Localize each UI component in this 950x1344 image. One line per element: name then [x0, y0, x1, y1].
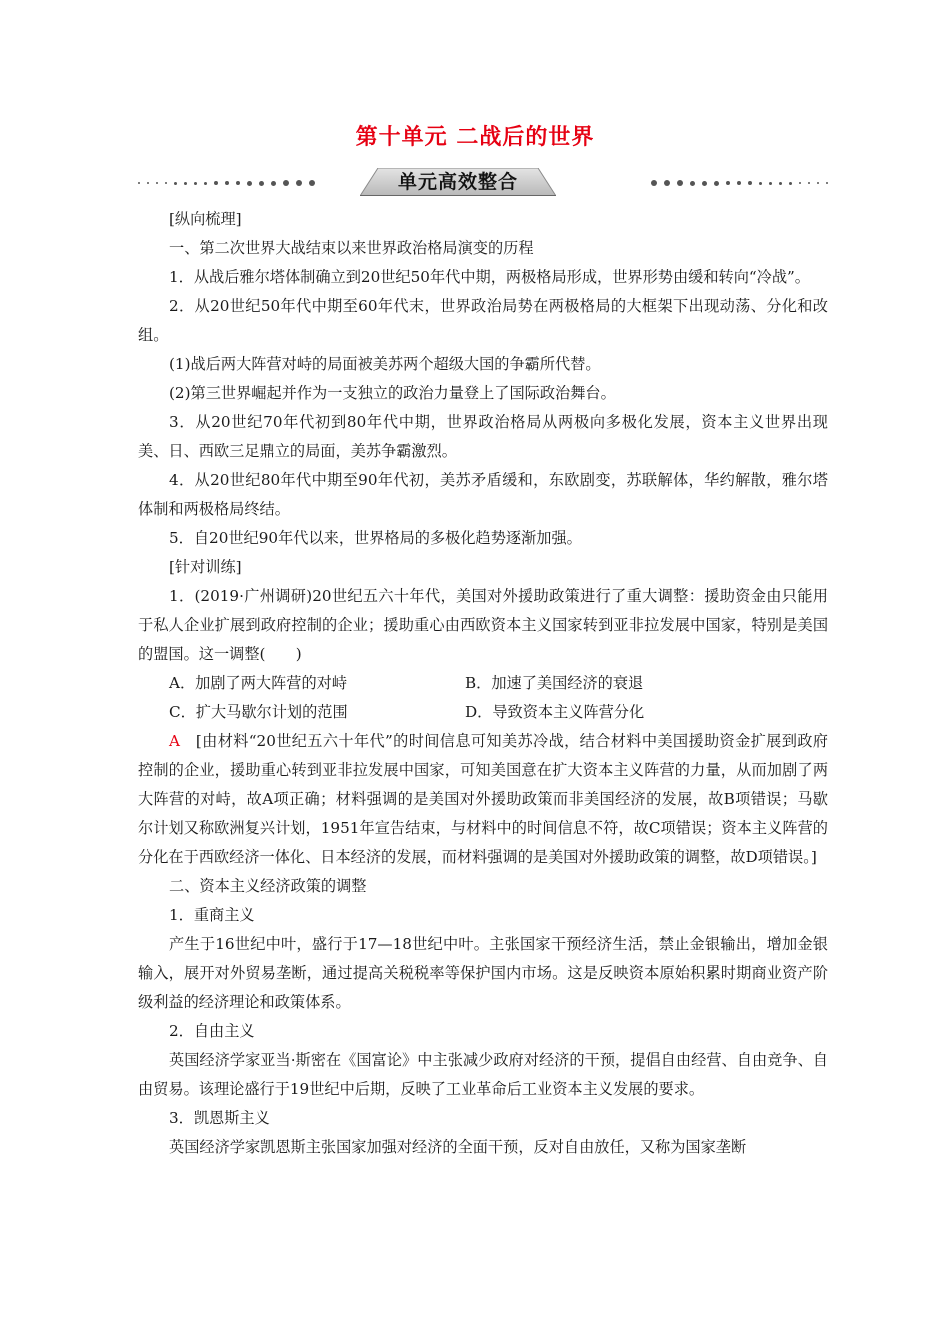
banner-dots-right	[651, 180, 828, 186]
sub-3-title: 3．凯恩斯主义	[169, 1109, 270, 1127]
banner-dot	[296, 180, 302, 186]
banner-dot	[799, 182, 801, 184]
heading-political-pattern: 一、第二次世界大战结束以来世界政治格局演变的历程	[169, 239, 534, 257]
banner-dot	[702, 181, 707, 186]
banner-dot	[779, 182, 782, 185]
unit-title: 第十单元 二战后的世界	[355, 125, 595, 150]
banner-dot	[737, 181, 741, 185]
content-body	[138, 205, 828, 1162]
banner-dot	[748, 181, 752, 185]
banner-dot	[714, 181, 719, 186]
item-2-sub-2: (2)第三世界崛起并作为一支独立的政治力量登上了国际政治舞台。	[169, 384, 616, 402]
banner-dot	[156, 182, 158, 184]
item-4: 4．从20世纪80年代中期至90年代初，美苏矛盾缓和，东欧剧变，苏联解体，华约解散，雅尔塔体制和两极格局终结。	[138, 471, 828, 518]
banner-dot	[194, 182, 197, 185]
banner-dot	[225, 181, 229, 185]
banner-label-plate	[360, 168, 556, 196]
option-d: D．导致资本主义阵营分化	[465, 703, 645, 721]
banner-dot	[271, 181, 276, 186]
banner-dot	[165, 182, 167, 184]
banner-dot	[789, 182, 792, 185]
heading-economic-policy: 二、资本主义经济政策的调整	[169, 877, 367, 895]
answer-block	[138, 727, 828, 872]
banner-dot	[808, 182, 810, 184]
sub-2-title: 2．自由主义	[169, 1022, 255, 1040]
banner-dot	[677, 180, 683, 186]
sub-1-title: 1．重商主义	[169, 906, 255, 924]
answer-explanation: [由材料“20世纪五六十年代”的时间信息可知美苏冷战，结合材料中美国援助资金扩展到政府控制的企业，援助重心转到亚非拉发展中国家，可知美国意在扩大资本主义阵营的力量，从而加剧了两大阵营的对峙，故A项正确；材料强调的是美国对外援助政策而非美国经济的发展，故B项错误；马歇尔计划又称欧洲复兴计划，1951年宣告结束，与材料中的时间信息不符，故C项错误；资本主义阵营的分化在于西欧经济一体化、日本经济的发展，而材料强调的是美国对外援助政策的调整，故D项错误。]	[138, 732, 828, 866]
banner-dot	[174, 182, 177, 185]
banner-dot	[664, 180, 670, 186]
sub-3-body: 英国经济学家凯恩斯主张国家加强对经济的全面干预，反对自由放任，又称为国家垄断	[169, 1138, 747, 1156]
option-c: C．扩大马歇尔计划的范围	[169, 703, 348, 721]
banner-dot	[147, 182, 149, 184]
section-tag-practice: [针对训练]	[169, 558, 242, 576]
item-2: 2．从20世纪50年代中期至60年代末，世界政治局势在两极格局的大框架下出现动荡、分化和改组。	[138, 297, 828, 344]
banner-dot	[247, 181, 252, 186]
item-1: 1．从战后雅尔塔体制确立到20世纪50年代中期，两极格局形成，世界形势由缓和转向“冷战”。	[169, 268, 810, 286]
banner-dot	[759, 182, 762, 185]
section-tag-vertical-review: [纵向梳理]	[169, 210, 242, 228]
banner-dot	[817, 182, 819, 184]
option-a: A．加剧了两大阵营的对峙	[169, 674, 348, 692]
banner-label: 单元高效整合	[397, 171, 518, 193]
item-3: 3．从20世纪70年代初到80年代中期，世界政治格局从两极向多极化发展，资本主义世界出现美、日、西欧三足鼎立的局面，美苏争霸激烈。	[138, 413, 828, 460]
banner-dot	[769, 182, 772, 185]
banner-dot	[236, 181, 240, 185]
sub-2-body: 英国经济学家亚当·斯密在《国富论》中主张减少政府对经济的干预，提倡自由经营、自由竞争、自由贸易。该理论盛行于19世纪中后期，反映了工业革命后工业资本主义发展的要求。	[138, 1051, 828, 1098]
option-b: B．加速了美国经济的衰退	[465, 674, 644, 692]
item-5: 5．自20世纪90年代以来，世界格局的多极化趋势逐渐加强。	[169, 529, 582, 547]
banner-dot	[138, 182, 140, 184]
sub-1-body: 产生于16世纪中叶，盛行于17—18世纪中叶。主张国家干预经济生活，禁止金银输出，增加金银输入，展开对外贸易垄断，通过提高关税税率等保护国内市场。这是反映资本原始积累时期商业资产阶级利益的经济理论和政策体系。	[138, 935, 828, 1011]
answer-letter: A	[169, 732, 180, 750]
banner-dot	[726, 181, 730, 185]
question-1: 1．(2019·广州调研)20世纪五六十年代，美国对外援助政策进行了重大调整：援助资金由只能用于私人企业扩展到政府控制的企业；援助重心由西欧资本主义国家转到亚非拉发展中国家，特别是美国的盟国。这一调整( )	[138, 587, 828, 663]
banner-dot	[826, 182, 828, 184]
banner-dot	[214, 181, 218, 185]
banner-dot	[651, 180, 657, 186]
question-1-options	[138, 669, 828, 727]
section-banner	[138, 168, 828, 196]
banner-dot	[204, 182, 207, 185]
banner-dot	[690, 181, 695, 186]
banner-dot	[259, 181, 264, 186]
banner-dots-left	[138, 180, 315, 186]
banner-dot	[283, 180, 289, 186]
banner-dot	[309, 180, 315, 186]
item-2-sub-1: (1)战后两大阵营对峙的局面被美苏两个超级大国的争霸所代替。	[169, 355, 601, 373]
banner-dot	[184, 182, 187, 185]
